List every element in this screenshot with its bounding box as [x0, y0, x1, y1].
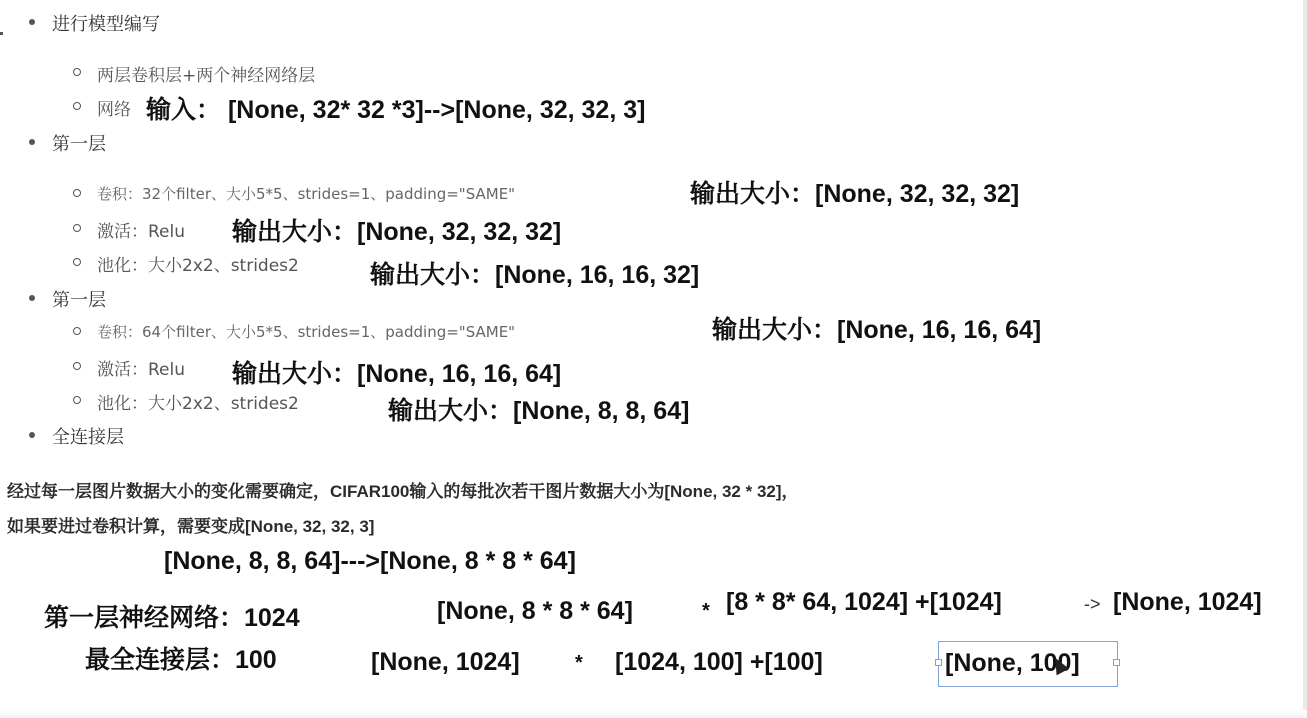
fc-title: 全连接层 [52, 427, 124, 448]
fc1-weights: [8 * 8* 64, 1024] +[1024] [726, 588, 1002, 616]
fc2-output-shape: [None, 100] [945, 649, 1080, 677]
sub-bullet-ring [73, 327, 81, 335]
fc1-multiply: * [702, 600, 710, 622]
window-edge [1303, 0, 1307, 718]
layer2-title: 第一层 [52, 290, 106, 311]
resize-handle-right[interactable] [1113, 659, 1120, 666]
fc1-output-shape: [None, 1024] [1113, 588, 1262, 616]
resize-handle-left[interactable] [935, 659, 942, 666]
layer2-activation: 激活：Relu [97, 360, 186, 380]
layer1-activation: 激活：Relu [97, 222, 186, 242]
fc1-arrow: -> [1084, 594, 1101, 614]
outline-sub-layers: 两层卷积层+两个神经网络层 [97, 66, 316, 86]
layer2-conv: 卷积：64个filter、大小5*5、strides=1、padding="SAME" [97, 323, 516, 341]
fc2-weights: [1024, 100] +[100] [615, 648, 823, 676]
sub-bullet-ring [73, 224, 81, 232]
bullet-dot [29, 295, 35, 301]
layer2-activation-output: 输出大小：[None, 16, 16, 64] [232, 360, 562, 388]
sub-bullet-ring [73, 102, 81, 110]
layer1-conv: 卷积：32个filter、大小5*5、strides=1、padding="SAME" [97, 185, 516, 203]
outline-sub-network: 网络 [97, 100, 131, 120]
sub-bullet-ring [73, 362, 81, 370]
layer1-activation-output: 输出大小：[None, 32, 32, 32] [232, 218, 562, 246]
sub-bullet-ring [73, 189, 81, 197]
layer1-conv-output: 输出大小：[None, 32, 32, 32] [690, 180, 1020, 208]
fc2-multiply: * [575, 652, 583, 674]
layer1-title: 第一层 [52, 134, 106, 155]
sub-bullet-ring [73, 68, 81, 76]
layer2-conv-output: 输出大小：[None, 16, 16, 64] [712, 316, 1042, 344]
bullet-dot [29, 19, 35, 25]
bullet-dot [29, 432, 35, 438]
layer2-pool-output: 输出大小：[None, 8, 8, 64] [388, 397, 690, 425]
paragraph-line-2: 如果要进过卷积计算，需要变成[None, 32, 32, 3] [7, 517, 375, 536]
paragraph-line-1: 经过每一层图片数据大小的变化需要确定，CIFAR100输入的每批次若干图片数据大小为[None, 32 * 32]， [7, 482, 799, 501]
reshape-annotation: [None, 8, 8, 64]--->[None, 8 * 8 * 64] [164, 547, 576, 575]
edge-mark [0, 32, 3, 35]
fc2-label: 最全连接层：100 [85, 646, 277, 674]
fc1-input-shape: [None, 8 * 8 * 64] [437, 597, 633, 625]
sub-bullet-ring [73, 258, 81, 266]
layer1-pool-output: 输出大小：[None, 16, 16, 32] [370, 261, 700, 289]
sub-bullet-ring [73, 396, 81, 404]
layer2-pool: 池化：大小2x2、strides2 [97, 394, 299, 414]
layer1-pool: 池化：大小2x2、strides2 [97, 256, 299, 276]
fc2-input-shape: [None, 1024] [371, 648, 520, 676]
selected-text-box[interactable] [938, 641, 1118, 687]
fc1-label: 第一层神经网络：1024 [44, 604, 300, 632]
network-input-annotation: 输入： [None, 32* 32 *3]-->[None, 32, 32, 3] [146, 96, 646, 124]
outline-item-model-writing: 进行模型编写 [52, 14, 160, 35]
bullet-dot [29, 139, 35, 145]
bottom-edge [0, 710, 1307, 718]
